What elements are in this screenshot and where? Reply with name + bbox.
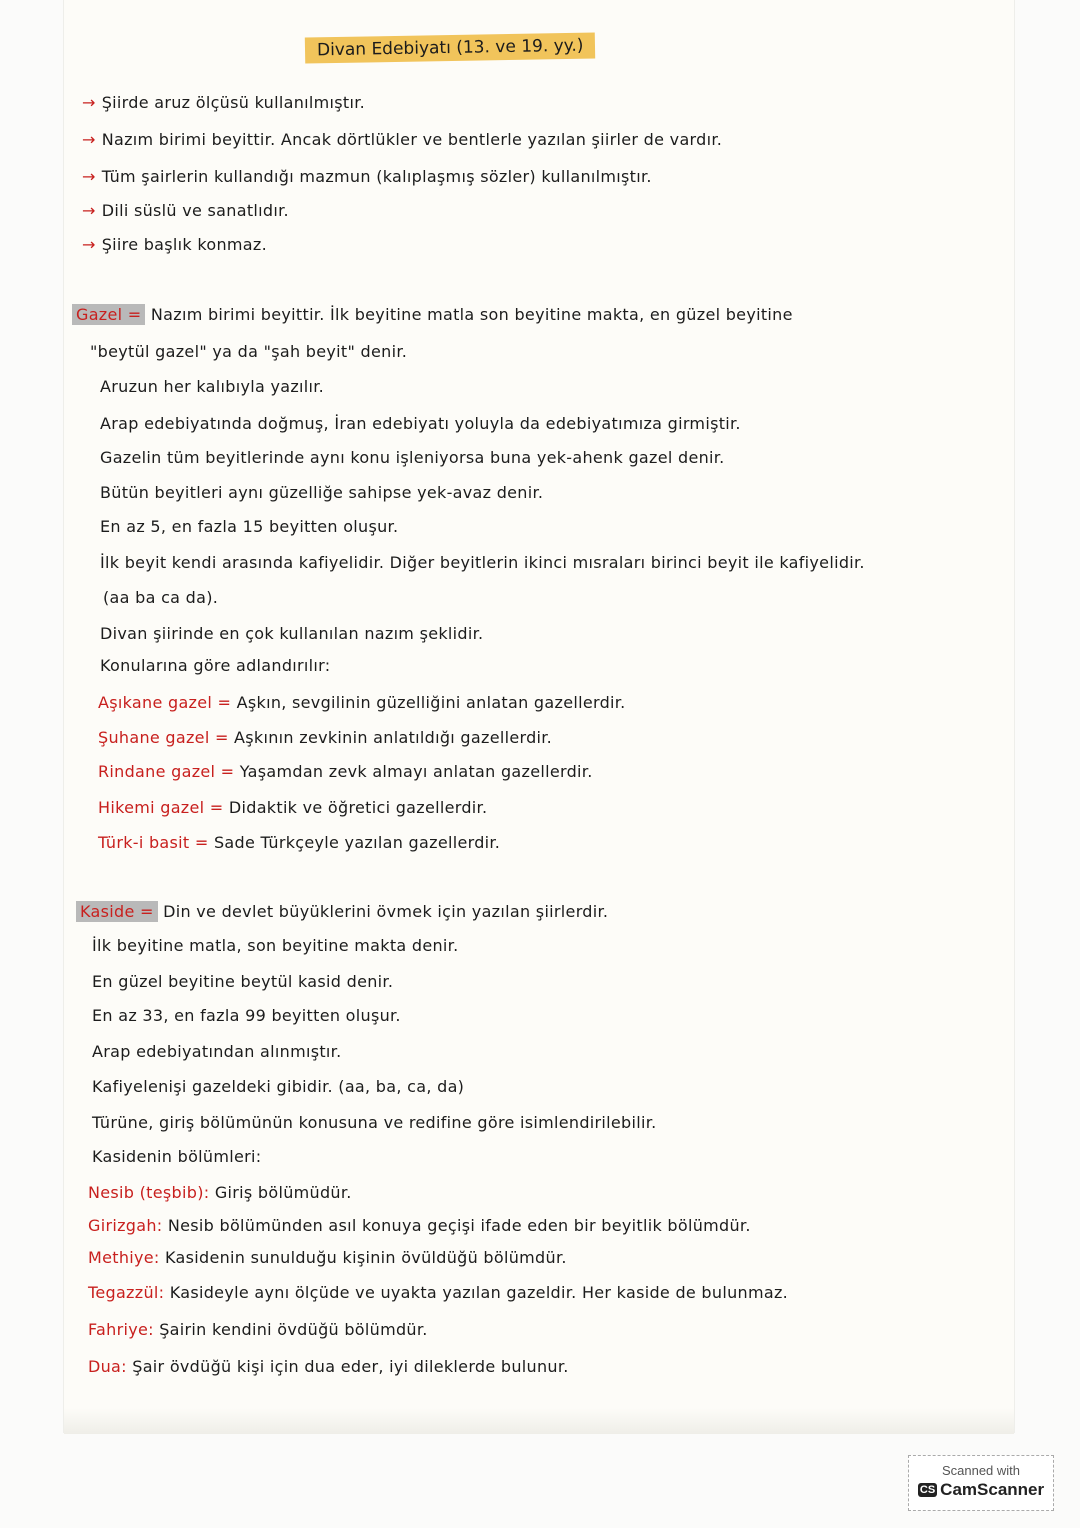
gazel-type bbox=[98, 833, 500, 852]
gazel-type bbox=[98, 728, 552, 747]
gazel-line: "beytül gazel" ya da "şah beyit" denir. bbox=[90, 342, 408, 361]
bullet-item bbox=[82, 235, 267, 254]
camscanner-watermark bbox=[908, 1455, 1054, 1511]
kaside-part-term: Nesib (teşbib): bbox=[88, 1183, 210, 1202]
kaside-part-desc: Giriş bölümüdür. bbox=[214, 1183, 352, 1202]
kaside-part-desc: Şairin kendini övdüğü bölümdür. bbox=[159, 1320, 428, 1339]
gazel-line: En az 5, en fazla 15 beyitten oluşur. bbox=[100, 517, 399, 536]
bullet-text: Şiirde aruz ölçüsü kullanılmıştır. bbox=[101, 93, 366, 112]
gazel-line bbox=[100, 517, 398, 536]
kaside-heading bbox=[76, 902, 608, 921]
gazel-type-term: Türk-i basit = bbox=[98, 833, 209, 852]
bullet-text: Tüm şairlerin kullandığı mazmun (kalıplaşmış sözler) kullanılmıştır. bbox=[101, 167, 652, 186]
bullet-text: Şiire başlık konmaz. bbox=[101, 235, 267, 254]
kaside-line: Arap edebiyatından alınmıştır. bbox=[92, 1042, 342, 1061]
gazel-line bbox=[90, 342, 407, 361]
gazel-type-term: Rindane gazel = bbox=[98, 762, 235, 781]
kaside-line bbox=[92, 1077, 464, 1096]
kaside-part-term: Tegazzül: bbox=[88, 1283, 165, 1302]
gazel-line: Divan şiirinde en çok kullanılan nazım şeklidir. bbox=[100, 624, 484, 643]
bullet-item bbox=[82, 167, 652, 186]
gazel-type-desc: Sade Türkçeyle yazılan gazellerdir. bbox=[213, 833, 501, 852]
bullet-item bbox=[82, 130, 722, 149]
gazel-line: Konularına göre adlandırılır: bbox=[100, 656, 331, 675]
gazel-line: Arap edebiyatında doğmuş, İran edebiyatı yoluyla da edebiyatımıza girmiştir. bbox=[100, 414, 741, 433]
gazel-type bbox=[98, 693, 626, 712]
page-edge bbox=[64, 1408, 1014, 1434]
kaside-part-desc: Kasidenin sunulduğu kişinin övüldüğü bölümdür. bbox=[165, 1248, 567, 1267]
gazel-line bbox=[100, 377, 324, 396]
gazel-type-term: Hikemi gazel = bbox=[98, 798, 224, 817]
gazel-line bbox=[100, 483, 543, 502]
gazel-line: Bütün beyitleri aynı güzelliğe sahipse yek-avaz denir. bbox=[100, 483, 544, 502]
kaside-part-term: Girizgah: bbox=[88, 1216, 163, 1235]
kaside-part-desc: Şair övdüğü kişi için dua eder, iyi dileklerde bulunur. bbox=[132, 1357, 569, 1376]
kaside-part bbox=[88, 1183, 352, 1202]
kaside-part-term: Dua: bbox=[88, 1357, 127, 1376]
kaside-part bbox=[88, 1357, 569, 1376]
camscanner-brand: CamScanner bbox=[940, 1480, 1045, 1499]
arrow-icon: → bbox=[82, 130, 96, 149]
gazel-type-desc: Didaktik ve öğretici gazellerdir. bbox=[228, 798, 488, 817]
gazel-line bbox=[100, 414, 741, 433]
gazel-line bbox=[100, 624, 483, 643]
gazel-line: Aruzun her kalıbıyla yazılır. bbox=[100, 377, 325, 396]
arrow-icon: → bbox=[82, 93, 96, 112]
kaside-line bbox=[92, 1042, 341, 1061]
kaside-part-term: Methiye: bbox=[88, 1248, 160, 1267]
kaside-line bbox=[92, 1006, 401, 1025]
kaside-part-desc: Kasideyle aynı ölçüde ve uyakta yazılan gazeldir. Her kaside de bulunmaz. bbox=[169, 1283, 789, 1302]
scanned-with-text: Scanned with bbox=[941, 1463, 1021, 1478]
gazel-line: Nazım birimi beyittir. İlk beyitine matla son beyitine makta, en güzel beyitine bbox=[150, 305, 793, 324]
kaside-part bbox=[88, 1216, 751, 1235]
kaside-line bbox=[92, 1113, 657, 1132]
kaside-part bbox=[88, 1320, 428, 1339]
arrow-icon: → bbox=[82, 167, 96, 186]
kaside-line: En güzel beyitine beytül kasid denir. bbox=[92, 972, 394, 991]
kaside-line: Türüne, giriş bölümünün konusuna ve redifine göre isimlendirilebilir. bbox=[92, 1113, 657, 1132]
gazel-line bbox=[103, 588, 218, 607]
gazel-line bbox=[100, 553, 865, 572]
kaside-line bbox=[92, 972, 393, 991]
bullet-text: Dili süslü ve sanatlıdır. bbox=[101, 201, 289, 220]
gazel-label: Gazel = bbox=[72, 304, 145, 325]
kaside-line bbox=[92, 936, 458, 955]
camscanner-logo-icon: CS bbox=[919, 1484, 936, 1496]
gazel-line bbox=[100, 656, 330, 675]
kaside-line: Kafiyelenişi gazeldeki gibidir. (aa, ba, ca, da) bbox=[92, 1077, 465, 1096]
kaside-part bbox=[88, 1283, 788, 1302]
kaside-part-desc: Nesib bölümünden asıl konuya geçişi ifade eden bir beyitlik bölümdür. bbox=[167, 1216, 751, 1235]
gazel-type-term: Aşıkane gazel = bbox=[98, 693, 232, 712]
gazel-type-term: Şuhane gazel = bbox=[98, 728, 229, 747]
gazel-line: İlk beyit kendi arasında kafiyelidir. Diğer beyitlerin ikinci mısraları birinci beyit ile kafiyelidir. bbox=[100, 553, 865, 572]
kaside-line: İlk beyitine matla, son beyitine makta denir. bbox=[92, 936, 459, 955]
kaside-part bbox=[88, 1248, 567, 1267]
bullet-text: Nazım birimi beyittir. Ancak dörtlükler ve bentlerle yazılan şiirler de vardır. bbox=[101, 130, 723, 149]
kaside-part-term: Fahriye: bbox=[88, 1320, 154, 1339]
kaside-line: Kasidenin bölümleri: bbox=[92, 1147, 262, 1166]
kaside-line bbox=[92, 1147, 261, 1166]
kaside-line: En az 33, en fazla 99 beyitten oluşur. bbox=[92, 1006, 401, 1025]
bullet-item bbox=[82, 93, 365, 112]
kaside-first: Din ve devlet büyüklerini övmek için yazılan şiirlerdir. bbox=[163, 902, 609, 921]
gazel-type-desc: Yaşamdan zevk almayı anlatan gazellerdir. bbox=[239, 762, 593, 781]
gazel-type-desc: Aşkının zevkinin anlatıldığı gazellerdir. bbox=[234, 728, 553, 747]
gazel-type bbox=[98, 798, 487, 817]
bullet-item bbox=[82, 201, 289, 220]
gazel-line: (aa ba ca da). bbox=[103, 588, 219, 607]
arrow-icon: → bbox=[82, 235, 96, 254]
gazel-type-desc: Aşkın, sevgilinin güzelliğini anlatan gazellerdir. bbox=[236, 693, 626, 712]
arrow-icon: → bbox=[82, 201, 96, 220]
gazel-type bbox=[98, 762, 593, 781]
gazel-line bbox=[100, 448, 725, 467]
gazel-line: Gazelin tüm beyitlerinde aynı konu işleniyorsa buna yek-ahenk gazel denir. bbox=[100, 448, 725, 467]
page-title: Divan Edebiyatı (13. ve 19. yy.) bbox=[305, 32, 596, 63]
gazel-heading bbox=[72, 305, 793, 324]
kaside-label: Kaside = bbox=[76, 901, 158, 922]
